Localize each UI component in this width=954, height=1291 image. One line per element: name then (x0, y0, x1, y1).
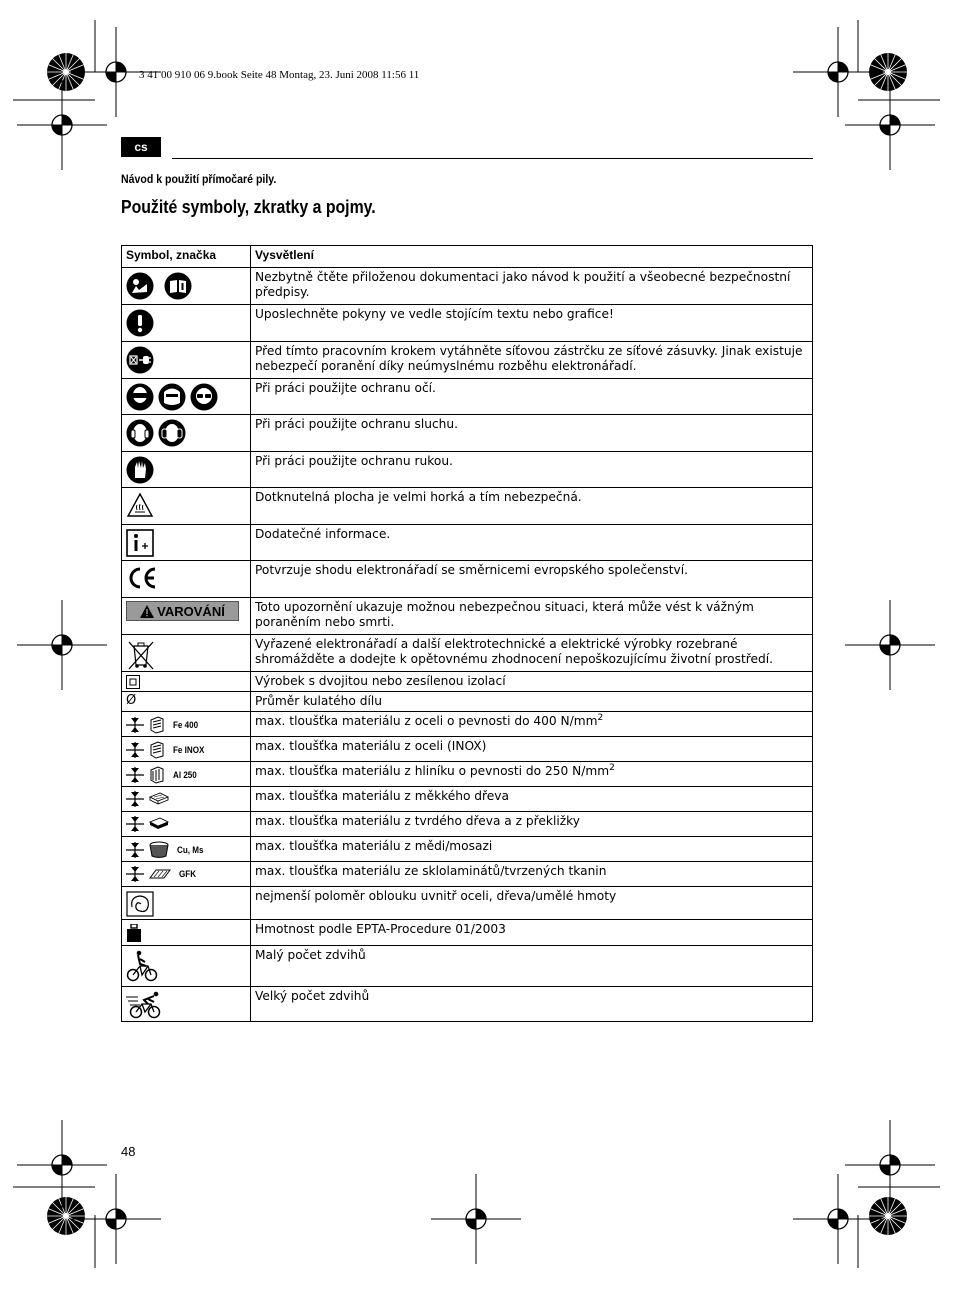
material-label: Cu, Ms (177, 844, 204, 856)
material-label: Al 250 (173, 769, 197, 781)
table-row (122, 525, 813, 561)
manual-book-icon (164, 272, 192, 300)
explanation-cell: max. tloušťka materiálu z mědi/mosazi (251, 837, 813, 862)
explanation-text: max. tloušťka materiálu z oceli o pevnosti do 400 N/mm (255, 714, 598, 728)
table-row (122, 268, 813, 305)
explanation-cell: Při práci použijte ochranu očí. (251, 379, 813, 415)
header-rule (172, 158, 813, 159)
glove-icon (126, 456, 154, 484)
aluminium-profile-icon (148, 766, 166, 784)
table-row (122, 379, 813, 415)
table-row (122, 787, 813, 812)
table-row (122, 342, 813, 379)
table-header-row (122, 246, 813, 268)
ear-defenders-icon (126, 419, 154, 447)
superscript: 2 (597, 712, 604, 723)
explanation-cell: Toto upozornění ukazuje možnou nebezpečnou situaci, která může vést k vážným poraněním nebo smrti. (251, 598, 813, 635)
exclamation-icon (126, 309, 154, 337)
ear-protection-icon (158, 419, 186, 447)
table-row (122, 920, 813, 946)
fiberglass-sheet-icon (148, 866, 172, 882)
table-row (122, 737, 813, 762)
hot-surface-icon (126, 492, 154, 518)
unplug-icon (126, 346, 154, 374)
ce-mark-icon (126, 565, 158, 591)
column-header-explanation: Vysvětlení (251, 246, 813, 268)
explanation-cell: max. tloušťka materiálu z měkkého dřeva (251, 787, 813, 812)
language-badge: cs (121, 137, 161, 157)
table-row (122, 452, 813, 488)
explanation-cell: Uposlechněte pokyny ve vedle stojícím textu nebo grafice! (251, 305, 813, 342)
diameter-symbol: Ø (126, 693, 137, 708)
explanation-cell (251, 712, 813, 737)
column-header-symbol: Symbol, značka (122, 246, 251, 268)
explanation-cell: max. tloušťka materiálu z oceli (INOX) (251, 737, 813, 762)
table-row (122, 862, 813, 887)
explanation-cell: max. tloušťka materiálu z tvrdého dřeva a z překližky (251, 812, 813, 837)
explanation-cell: Hmotnost podle EPTA-Procedure 01/2003 (251, 920, 813, 946)
double-insulation-icon (126, 675, 140, 689)
warning-label: VAROVÁNÍ (157, 603, 225, 619)
explanation-cell: Malý počet zdvihů (251, 946, 813, 987)
explanation-cell: Při práci použijte ochranu rukou. (251, 452, 813, 488)
explanation-cell: Velký počet zdvihů (251, 987, 813, 1022)
thickness-icon (126, 791, 144, 807)
hardwood-board-icon (148, 816, 170, 832)
steel-profile-icon (148, 741, 166, 759)
fast-cyclist-icon (126, 991, 164, 1019)
document-subtitle: Návod k použití přímočaré pily. (121, 172, 277, 186)
table-row (122, 946, 813, 987)
thickness-icon (126, 866, 144, 882)
explanation-cell: Dotknutelná plocha je velmi horká a tím nebezpečná. (251, 488, 813, 525)
table-row (122, 837, 813, 862)
explanation-cell: Dodatečné informace. (251, 525, 813, 561)
slow-cyclist-icon (126, 950, 158, 982)
table-row (122, 415, 813, 452)
symbols-table (121, 245, 813, 1022)
face-shield-icon (158, 383, 186, 411)
thickness-icon (126, 742, 144, 758)
explanation-text: max. tloušťka materiálu z hliníku o pevnosti do 250 N/mm (255, 764, 610, 778)
explanation-cell: max. tloušťka materiálu ze sklolaminátů/tvrzených tkanin (251, 862, 813, 887)
section-title: Použité symboly, zkratky a pojmy. (121, 197, 376, 217)
curve-radius-icon (126, 891, 154, 917)
table-row (122, 488, 813, 525)
table-row (122, 712, 813, 737)
table-row (122, 887, 813, 920)
material-label: Fe 400 (173, 719, 199, 731)
table-row (122, 672, 813, 692)
explanation-cell: Potvrzuje shodu elektronářadí se směrnicemi evropského společenství. (251, 561, 813, 598)
explanation-cell: Výrobek s dvojitou nebo zesílenou izolací (251, 672, 813, 692)
warning-badge (126, 601, 239, 621)
info-plus-icon (126, 529, 154, 557)
softwood-board-icon (148, 791, 170, 807)
weight-icon (126, 924, 142, 942)
safety-glasses-icon (190, 383, 218, 411)
thickness-icon (126, 767, 144, 783)
table-row (122, 561, 813, 598)
superscript: 2 (609, 762, 615, 773)
steel-profile-icon (148, 716, 166, 734)
explanation-cell: Vyřazené elektronářadí a další elektrotechnické a elektrické výrobky rozebrané shromážděte a dodejte k opětovnému zhodnocení nepoškozujícímu životní prostředí. (251, 635, 813, 672)
table-row (122, 635, 813, 672)
explanation-cell: nejmenší poloměr oblouku uvnitř oceli, dřeva/umělé hmoty (251, 887, 813, 920)
table-row (122, 762, 813, 787)
table-row (122, 598, 813, 635)
table-row (122, 987, 813, 1022)
thickness-icon (126, 842, 144, 858)
warning-triangle-icon (140, 605, 154, 618)
material-label: Fe INOX (173, 744, 205, 756)
explanation-cell: Při práci použijte ochranu sluchu. (251, 415, 813, 452)
table-row (122, 812, 813, 837)
page-number: 48 (121, 1144, 136, 1159)
thickness-icon (126, 816, 144, 832)
explanation-cell: Nezbytně čtěte přiloženou dokumentaci jako návod k použití a všeobecné bezpečnostní předpisy. (251, 268, 813, 305)
material-label: GFK (179, 868, 197, 880)
thickness-icon (126, 717, 144, 733)
table-row (122, 305, 813, 342)
table-row (122, 692, 813, 712)
explanation-cell (251, 762, 813, 787)
read-manual-icon (126, 272, 154, 300)
book-info-line: 3 41 00 910 06 9.book Seite 48 Montag, 23. Juni 2008 11:56 11 (139, 69, 420, 81)
explanation-cell: Průměr kulatého dílu (251, 692, 813, 712)
copper-pipe-icon (148, 841, 170, 859)
weee-bin-icon (126, 639, 156, 671)
explanation-cell: Před tímto pracovním krokem vytáhněte síťovou zástrčku ze síťové zásuvky. Jinak existuje nebezpečí poranění díky neúmyslnému rozběhu elektronářadí. (251, 342, 813, 379)
safety-goggles-icon (126, 383, 154, 411)
